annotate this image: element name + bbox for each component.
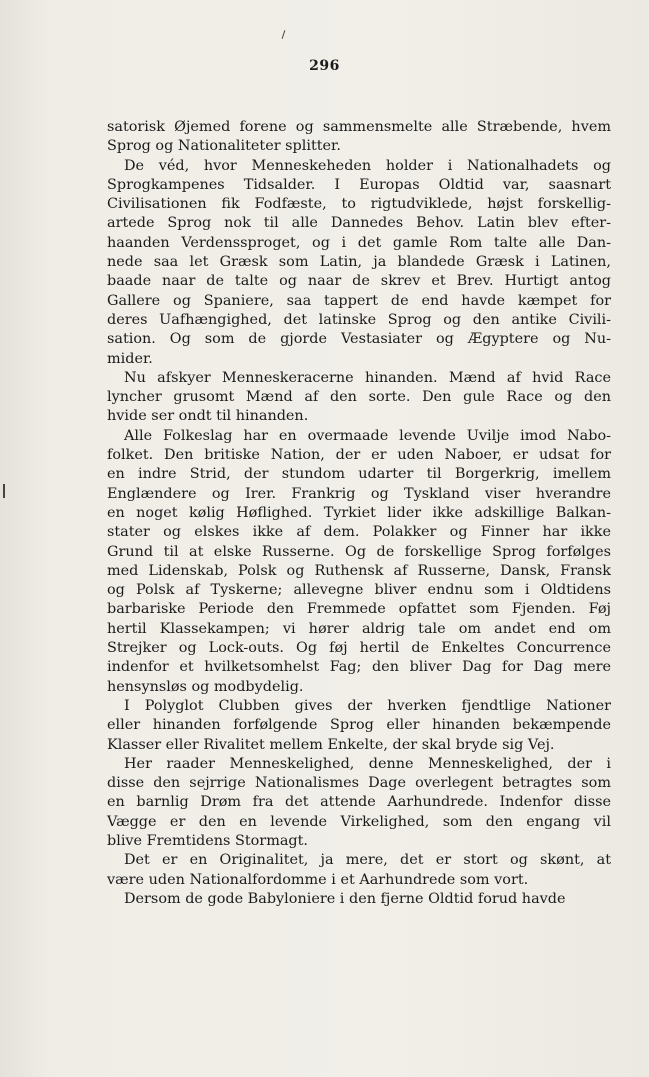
text-line: hensynsløs og modbydelig.: [107, 678, 304, 695]
text-line: nede saa let Græsk som Latin, ja blandede Græsk i Latinen,: [107, 254, 611, 271]
text-line: haanden Verdenssproget, og i det gamle Rom talte alle Dan-: [107, 234, 611, 251]
text-line: hertil Klassekampen; vi hører aldrig tale om andet end om: [107, 620, 611, 637]
text-line: Civilisationen fik Fodfæste, to rigtudviklede, højst forskellig-: [107, 196, 611, 213]
pencil-mark: [282, 30, 286, 39]
text-line: artede Sprog nok til alle Dannedes Behov. Latin blev efter-: [107, 215, 611, 232]
paragraph: [107, 890, 611, 909]
text-line: en barnlig Drøm fra det attende Aarhundrede. Indenfor disse: [107, 794, 611, 811]
text-line: stater og elskes ikke af dem. Polakker og Finner har ikke: [107, 524, 611, 541]
text-line: mider.: [107, 350, 153, 367]
text-line: Grund til at elske Russerne. Og de forskellige Sprog forfølges: [107, 543, 611, 560]
text-line: folket. Den britiske Nation, der er uden Naboer, er udsat for: [107, 447, 611, 464]
text-line: I Polyglot Clubben gives der hverken fjendtlige Nationer: [124, 697, 611, 714]
text-line: Klasser eller Rivalitet mellem Enkelte, der skal bryde sig Vej.: [107, 736, 555, 753]
text-line: Englændere og Irer. Frankrig og Tyskland viser hverandre: [107, 485, 611, 502]
text-line: eller hinanden forfølgende Sprog eller hinanden bekæmpende: [107, 717, 611, 734]
text-line: være uden Nationalfordomme i et Aarhundrede som vort.: [107, 871, 529, 888]
text-line: Dersom de gode Babyloniere i den fjerne Oldtid forud havde: [124, 890, 566, 907]
paragraph: [107, 427, 611, 697]
text-line: Det er en Originalitet, ja mere, det er stort og skønt, at: [124, 852, 611, 869]
paragraph: [107, 851, 611, 890]
text-line: blive Fremtidens Stormagt.: [107, 832, 308, 849]
text-line: sation. Og som de gjorde Vestasiater og Ægyptere og Nu-: [107, 331, 611, 348]
text-line: barbariske Periode den Fremmede opfattet som Fjenden. Føj: [107, 601, 611, 618]
text-line: satorisk Øjemed forene og sammensmelte alle Stræbende, hvem: [107, 119, 611, 135]
margin-mark: [3, 484, 5, 498]
text-line: Sprogkampenes Tidsalder. I Europas Oldtid var, saasnart: [107, 176, 611, 193]
text-line: og Polsk af Tyskerne; allevegne bliver endnu som i Oldtidens: [107, 582, 611, 599]
text-line: De véd, hvor Menneskeheden holder i Nationalhadets og: [124, 157, 611, 174]
text-line: med Lidenskab, Polsk og Ruthensk af Russerne, Dansk, Fransk: [107, 562, 611, 579]
text-line: Her raader Menneskelighed, denne Menneskelighed, der i: [124, 755, 611, 772]
paragraph: [107, 157, 611, 369]
text-line: disse den sejrrige Nationalismes Dage overlegent betragtes som: [107, 775, 611, 792]
text-line: Nu afskyer Menneskeracerne hinanden. Mænd af hvid Race: [124, 369, 611, 386]
paragraph: [107, 697, 611, 755]
paragraph: [107, 118, 611, 157]
text-line: Gallere og Spaniere, saa tappert de end havde kæmpet for: [107, 292, 611, 309]
text-line: hvide ser ondt til hinanden.: [107, 408, 309, 425]
body-text: [107, 118, 611, 909]
text-line: baade naar de talte og naar de skrev et Brev. Hurtigt antog: [107, 273, 611, 290]
text-line: en indre Strid, der stundom udarter til Borgerkrig, imellem: [107, 466, 611, 483]
text-line: Sprog og Nationaliteter splitter.: [107, 138, 341, 155]
paragraph: [107, 369, 611, 427]
page-number: 296: [309, 58, 340, 74]
text-line: Strejker og Lock-outs. Og føj hertil de Enkeltes Concurrence: [107, 640, 611, 657]
text-line: indenfor et hvilketsomhelst Fag; den bliver Dag for Dag mere: [107, 659, 611, 676]
text-line: Alle Folkeslag har en overmaade levende Uvilje imod Nabo-: [124, 427, 611, 444]
paragraph: [107, 755, 611, 851]
text-line: en noget kølig Høflighed. Tyrkiet lider ikke adskillige Balkan-: [107, 504, 611, 521]
text-line: Vægge er den en levende Virkelighed, som den engang vil: [107, 813, 611, 830]
text-line: lyncher grusomt Mænd af den sorte. Den gule Race og den: [107, 389, 611, 406]
text-line: deres Uafhængighed, det latinske Sprog og den antike Civili-: [107, 311, 611, 328]
